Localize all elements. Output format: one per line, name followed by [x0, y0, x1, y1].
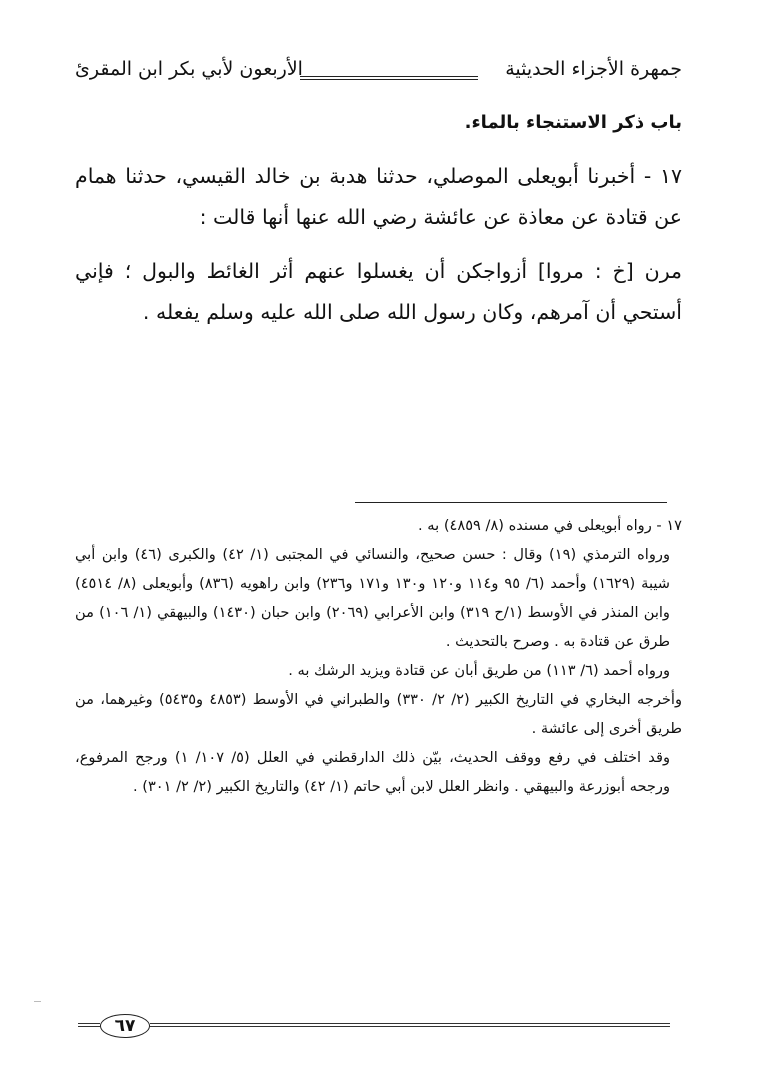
chapter-title: باب ذكر الاستنجاء بالماء. [464, 112, 682, 133]
footnote-paragraph: وأخرجه البخاري في التاريخ الكبير (٢/ ٢/ ٣٣٠) والطبراني في الأوسط (٤٨٥٣ و٥٤٣٥) وغيرهما، من طريق أخرى إلى عائشة . [75, 691, 682, 737]
page-number: ٦٧ [100, 1014, 150, 1038]
header-rule [300, 76, 478, 80]
footnote-paragraph: ورواه الترمذي (١٩) وقال : حسن صحيح، والنسائي في المجتبى (١/ ٤٢) والكبرى (٤٦) وابن أبي شيبة (١٦٢٩) وأحمد (٦/ ٩٥ و١١٤ و١٢٠ و١٣٠ و١٧١ و٢٣٦) وابن راهويه (٨٣٦) وأبويعلى (٨/ ٤٥١٤) وابن المنذر في الأوسط (١/ح ٣١٩) وابن الأعرابي (٢٠٦٩) وابن حبان (١٤٣٠) والبيهقي (١/ ١٠٦) من طرق عن قتادة به . وصرح بالتحديث . [75, 546, 671, 650]
running-header-part-title: الأربعون لأبي بكر ابن المقرئ [75, 58, 303, 80]
running-header-book-title: جمهرة الأجزاء الحديثية [505, 58, 682, 80]
footnote-paragraph: ١٧ - رواه أبويعلى في مسنده (٨/ ٤٨٥٩) به . [418, 517, 682, 534]
footnote-paragraph: وقد اختلف في رفع ووقف الحديث، بيّن ذلك الدارقطني في العلل (٥/ ١٠٧/ ١) ورجح المرفوع، ورجحه أبوزرعة والبيهقي . وانظر العلل لابن أبي حاتم (١/ ٤٢) والتاريخ الكبير (٢/ ٢/ ٣٠١) . [75, 749, 670, 795]
footnote-paragraph: ورواه أحمد (٦/ ١١٣) من طريق أبان عن قتادة ويزيد الرشك به . [288, 662, 670, 679]
scan-mark [34, 1001, 41, 1002]
footnote-separator [355, 502, 667, 503]
hadith-isnad: ١٧ - أخبرنا أبويعلى الموصلي، حدثنا هدبة بن خالد القيسي، حدثنا همام عن قتادة عن معاذة عن عائشة رضي الله عنها أنها قالت : [75, 164, 682, 229]
page-number-rule-right [150, 1023, 670, 1027]
hadith-matn: مرن [خ : مروا] أزواجكن أن يغسلوا عنهم أثر الغائط والبول ؛ فإني أستحي أن آمرهم، وكان رسول الله صلى الله عليه وسلم يفعله . [75, 259, 682, 324]
page-number-rule-left [78, 1023, 100, 1027]
footnotes [75, 511, 682, 801]
